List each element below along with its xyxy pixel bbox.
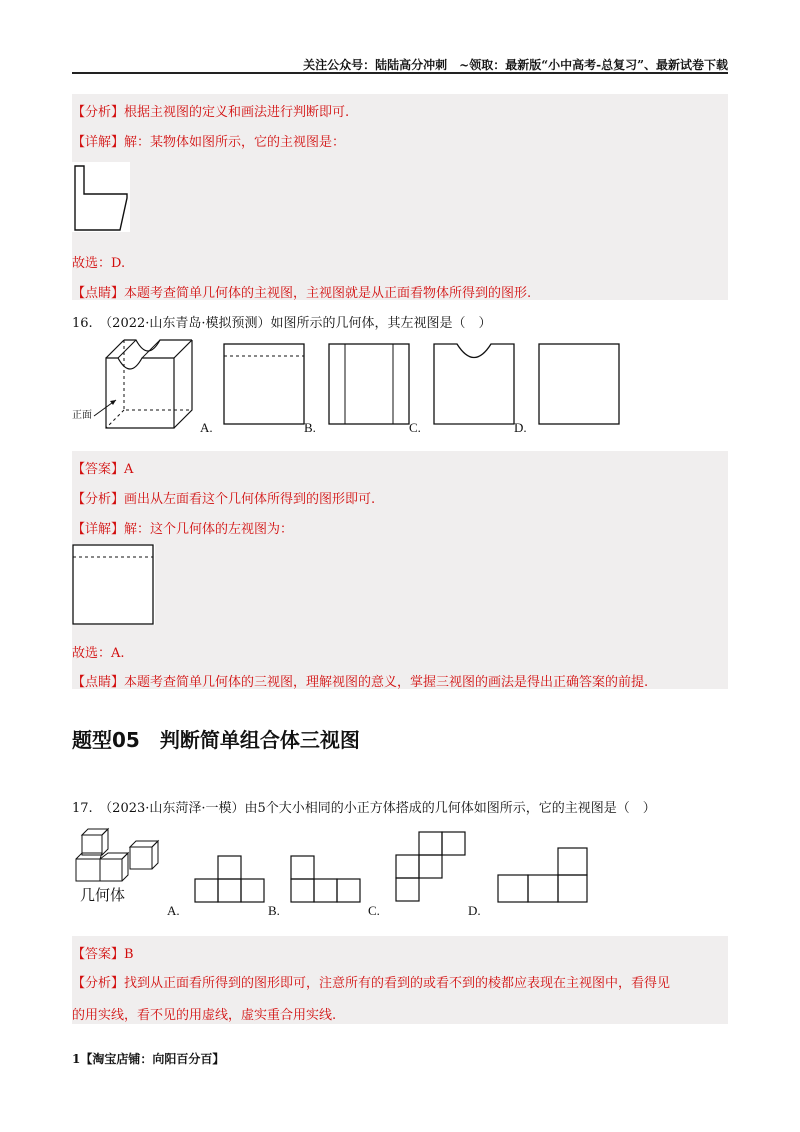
q17-analysis-line-2: 的用实线，看不见的用虚线，虚实重合用实线. xyxy=(72,1008,337,1023)
q16-option-a-figure xyxy=(223,343,307,425)
section-title: 题型05 判断简单组合体三视图 xyxy=(72,728,360,752)
prev-solution-block xyxy=(72,94,728,300)
q17-analysis-line-1: 【分析】找到从正面看所得到的图形即可，注意所有的看到的或看不到的棱都应表现在主视图中，看得见 xyxy=(72,976,671,991)
page-footer: 1【淘宝店铺：向阳百分百】 xyxy=(72,1052,225,1066)
q17-option-d-figure xyxy=(497,847,589,907)
q16-detail: 【详解】解：这个几何体的左视图为： xyxy=(72,522,294,537)
q16-choice: 故选：A. xyxy=(72,646,125,661)
q17-option-b-figure xyxy=(290,855,364,907)
q16-option-c[interactable]: C. xyxy=(409,420,421,435)
q16-comment: 【点睛】本题考查简单几何体的三视图，理解视图的意义，掌握三视图的画法是得出正确答案的前提. xyxy=(72,675,649,690)
prev-comment: 【点睛】本题考查简单几何体的主视图，主视图就是从正面看物体所得到的图形. xyxy=(72,286,532,301)
q17-solid-figure xyxy=(74,825,164,885)
q16-stem: 16. （2022·山东青岛·模拟预测）如图所示的几何体，其左视图是（ ） xyxy=(72,316,492,331)
q16-solution-block xyxy=(72,451,728,689)
q16-analysis: 【分析】画出从左面看这个几何体所得到的图形即可. xyxy=(72,492,376,507)
q17-figure-caption: 几何体 xyxy=(80,886,126,904)
q16-option-d-figure xyxy=(538,343,622,425)
q17-option-a-figure xyxy=(194,855,268,907)
q16-option-b[interactable]: B. xyxy=(304,420,316,435)
prev-analysis: 【分析】根据主视图的定义和画法进行判断即可. xyxy=(72,105,350,120)
q16-solid-figure xyxy=(72,336,202,436)
header-rule xyxy=(72,72,728,74)
q16-option-a[interactable]: A. xyxy=(200,420,213,435)
q17-option-b[interactable]: B. xyxy=(268,903,280,918)
q16-answer-figure xyxy=(72,544,156,626)
prev-choice: 故选：D. xyxy=(72,256,126,271)
q17-answer: 【答案】B xyxy=(72,947,134,962)
q16-option-c-figure xyxy=(433,343,517,425)
q17-option-d[interactable]: D. xyxy=(468,903,481,918)
q16-answer: 【答案】A xyxy=(72,462,134,477)
prev-detail: 【详解】解：某物体如图所示，它的主视图是： xyxy=(72,135,346,150)
q17-option-c[interactable]: C. xyxy=(368,903,380,918)
q17-stem: 17. （2023·山东菏泽·一模）由5个大小相同的小正方体搭成的几何体如图所示，它的主视图是（ ） xyxy=(72,801,656,816)
q17-option-a[interactable]: A. xyxy=(167,903,180,918)
q16-front-label: 正面 xyxy=(72,410,92,421)
page-header: 关注公众号：陆陆高分冲刺 ~领取：最新版“小中高考-总复习”、最新试卷下载 xyxy=(303,58,728,72)
q16-option-d[interactable]: D. xyxy=(514,420,527,435)
q17-option-c-figure xyxy=(395,831,469,907)
prev-front-view-figure xyxy=(72,162,132,234)
q16-option-b-figure xyxy=(328,343,412,425)
